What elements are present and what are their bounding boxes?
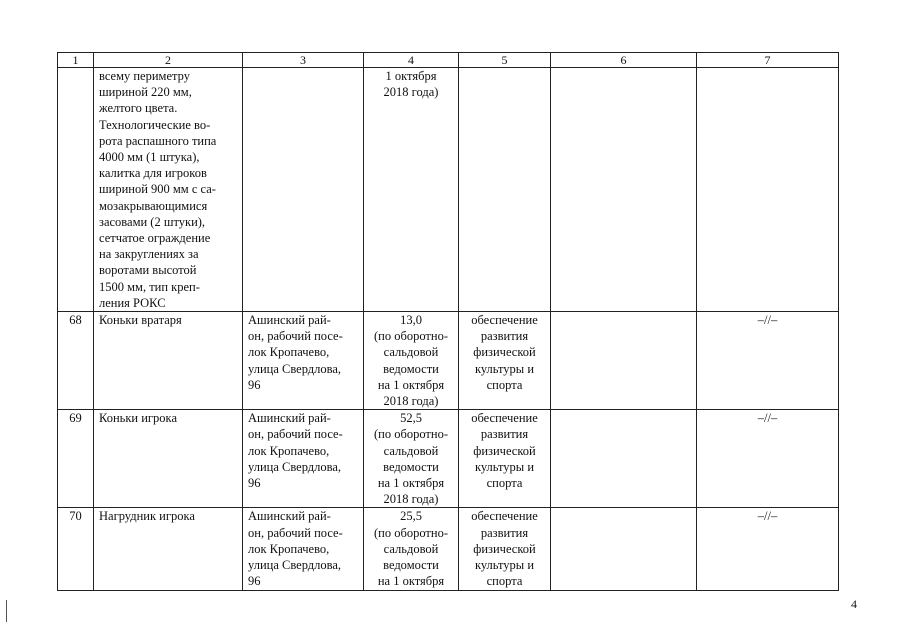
row-purpose <box>459 312 551 410</box>
description-line: желтого цвета. <box>99 101 178 116</box>
value-line: на 1 октября <box>377 574 445 589</box>
description-line: на закруглениях за <box>99 247 199 262</box>
row-col7: –//– <box>697 312 839 410</box>
value-line: (по оборотно- <box>374 525 448 540</box>
value-line: 13,0 <box>400 313 422 328</box>
purpose-line: развития <box>480 427 529 442</box>
address-line: лок Кропачево, <box>248 443 330 458</box>
row-value <box>364 410 459 508</box>
address-line: он, рабочий посе- <box>248 525 343 540</box>
continuation-col7-cell <box>697 68 839 312</box>
row-name: Коньки игрока <box>94 410 243 508</box>
value-line: сальдовой <box>383 443 439 458</box>
address-line: он, рабочий посе- <box>248 329 343 344</box>
header-cell-2: 2 <box>94 53 243 68</box>
address-line: он, рабочий посе- <box>248 427 343 442</box>
value-line: 2018 года) <box>383 394 439 409</box>
continuation-address-cell <box>243 68 364 312</box>
header-cell-6: 6 <box>551 53 697 68</box>
purpose-line: культуры и <box>474 459 535 474</box>
purpose-line: культуры и <box>474 558 535 573</box>
purpose-line: обеспечение <box>471 313 538 328</box>
continuation-num-cell <box>58 68 94 312</box>
table-row <box>58 508 839 590</box>
address-line: улица Свердлова, <box>248 361 342 376</box>
header-cell-3: 3 <box>243 53 364 68</box>
purpose-line: спорта <box>486 574 523 589</box>
purpose-line: развития <box>480 525 529 540</box>
purpose-line: физической <box>473 443 536 458</box>
row-purpose <box>459 508 551 590</box>
row-number: 70 <box>58 508 94 590</box>
purpose-line: спорта <box>486 476 523 491</box>
description-line: ления РОКС <box>99 295 166 310</box>
header-cell-4: 4 <box>364 53 459 68</box>
row-address <box>243 410 364 508</box>
table-row <box>58 312 839 410</box>
description-line: рота распашного типа <box>99 133 217 148</box>
description-line: 1500 мм, тип креп- <box>99 279 200 294</box>
row-address <box>243 312 364 410</box>
row-purpose <box>459 410 551 508</box>
description-line: засовами (2 штуки), <box>99 214 206 229</box>
description-line: шириной 220 мм, <box>99 85 192 100</box>
purpose-line: обеспечение <box>471 509 538 524</box>
table-row <box>58 410 839 508</box>
row-col6 <box>551 508 697 590</box>
value-line: (по оборотно- <box>374 427 448 442</box>
scan-edge-mark <box>6 600 7 622</box>
row-name: Коньки вратаря <box>94 312 243 410</box>
value-line: 1 октября <box>385 69 437 83</box>
row-value <box>364 312 459 410</box>
address-line: улица Свердлова, <box>248 558 342 573</box>
value-line: 25,5 <box>400 509 422 524</box>
header-row <box>58 53 839 68</box>
description-line: шириной 900 мм с са- <box>99 182 216 197</box>
description-line: калитка для игроков <box>99 166 207 181</box>
address-line: Ашинский рай- <box>248 411 331 426</box>
continuation-row <box>58 68 839 312</box>
value-line: сальдовой <box>383 345 439 360</box>
value-line: на 1 октября <box>377 476 445 491</box>
row-name: Нагрудник игрока <box>94 508 243 590</box>
value-line: ведомости <box>383 558 439 573</box>
continuation-purpose-cell <box>459 68 551 312</box>
value-line: 2018 года) <box>383 492 439 507</box>
address-line: лок Кропачево, <box>248 541 330 556</box>
row-address <box>243 508 364 590</box>
header-cell-5: 5 <box>459 53 551 68</box>
value-line: сальдовой <box>383 541 439 556</box>
property-table <box>57 52 839 591</box>
row-col7: –//– <box>697 508 839 590</box>
address-line: 96 <box>248 377 261 392</box>
value-line: на 1 октября <box>377 377 445 392</box>
address-line: лок Кропачево, <box>248 345 330 360</box>
row-number: 69 <box>58 410 94 508</box>
description-line: 4000 мм (1 штука), <box>99 150 200 165</box>
row-value <box>364 508 459 590</box>
continuation-value-cell <box>364 68 459 312</box>
purpose-line: физической <box>473 541 536 556</box>
purpose-line: физической <box>473 345 536 360</box>
value-line: ведомости <box>383 361 439 376</box>
header-cell-7: 7 <box>697 53 839 68</box>
description-line: мозакрывающимися <box>99 198 208 213</box>
purpose-line: спорта <box>486 377 523 392</box>
row-col7: –//– <box>697 410 839 508</box>
address-line: Ашинский рай- <box>248 313 331 328</box>
value-line: ведомости <box>383 459 439 474</box>
address-line: 96 <box>248 476 261 491</box>
description-line: воротами высотой <box>99 263 197 278</box>
header-cell-1: 1 <box>58 53 94 68</box>
row-number: 68 <box>58 312 94 410</box>
page-number: 4 <box>851 597 857 611</box>
value-line: 52,5 <box>400 411 422 426</box>
address-line: улица Свердлова, <box>248 459 342 474</box>
purpose-line: обеспечение <box>471 411 538 426</box>
address-line: Ашинский рай- <box>248 509 331 524</box>
row-col6 <box>551 410 697 508</box>
address-line: 96 <box>248 574 261 589</box>
value-line: 2018 года) <box>383 85 439 100</box>
purpose-line: развития <box>480 329 529 344</box>
description-line: всему периметру <box>99 69 190 83</box>
value-line: (по оборотно- <box>374 329 448 344</box>
continuation-col6-cell <box>551 68 697 312</box>
description-line: сетчатое ограждение <box>99 231 211 246</box>
purpose-line: культуры и <box>474 361 535 376</box>
description-line: Технологические во- <box>99 117 211 132</box>
continuation-description-cell <box>94 68 243 312</box>
row-col6 <box>551 312 697 410</box>
